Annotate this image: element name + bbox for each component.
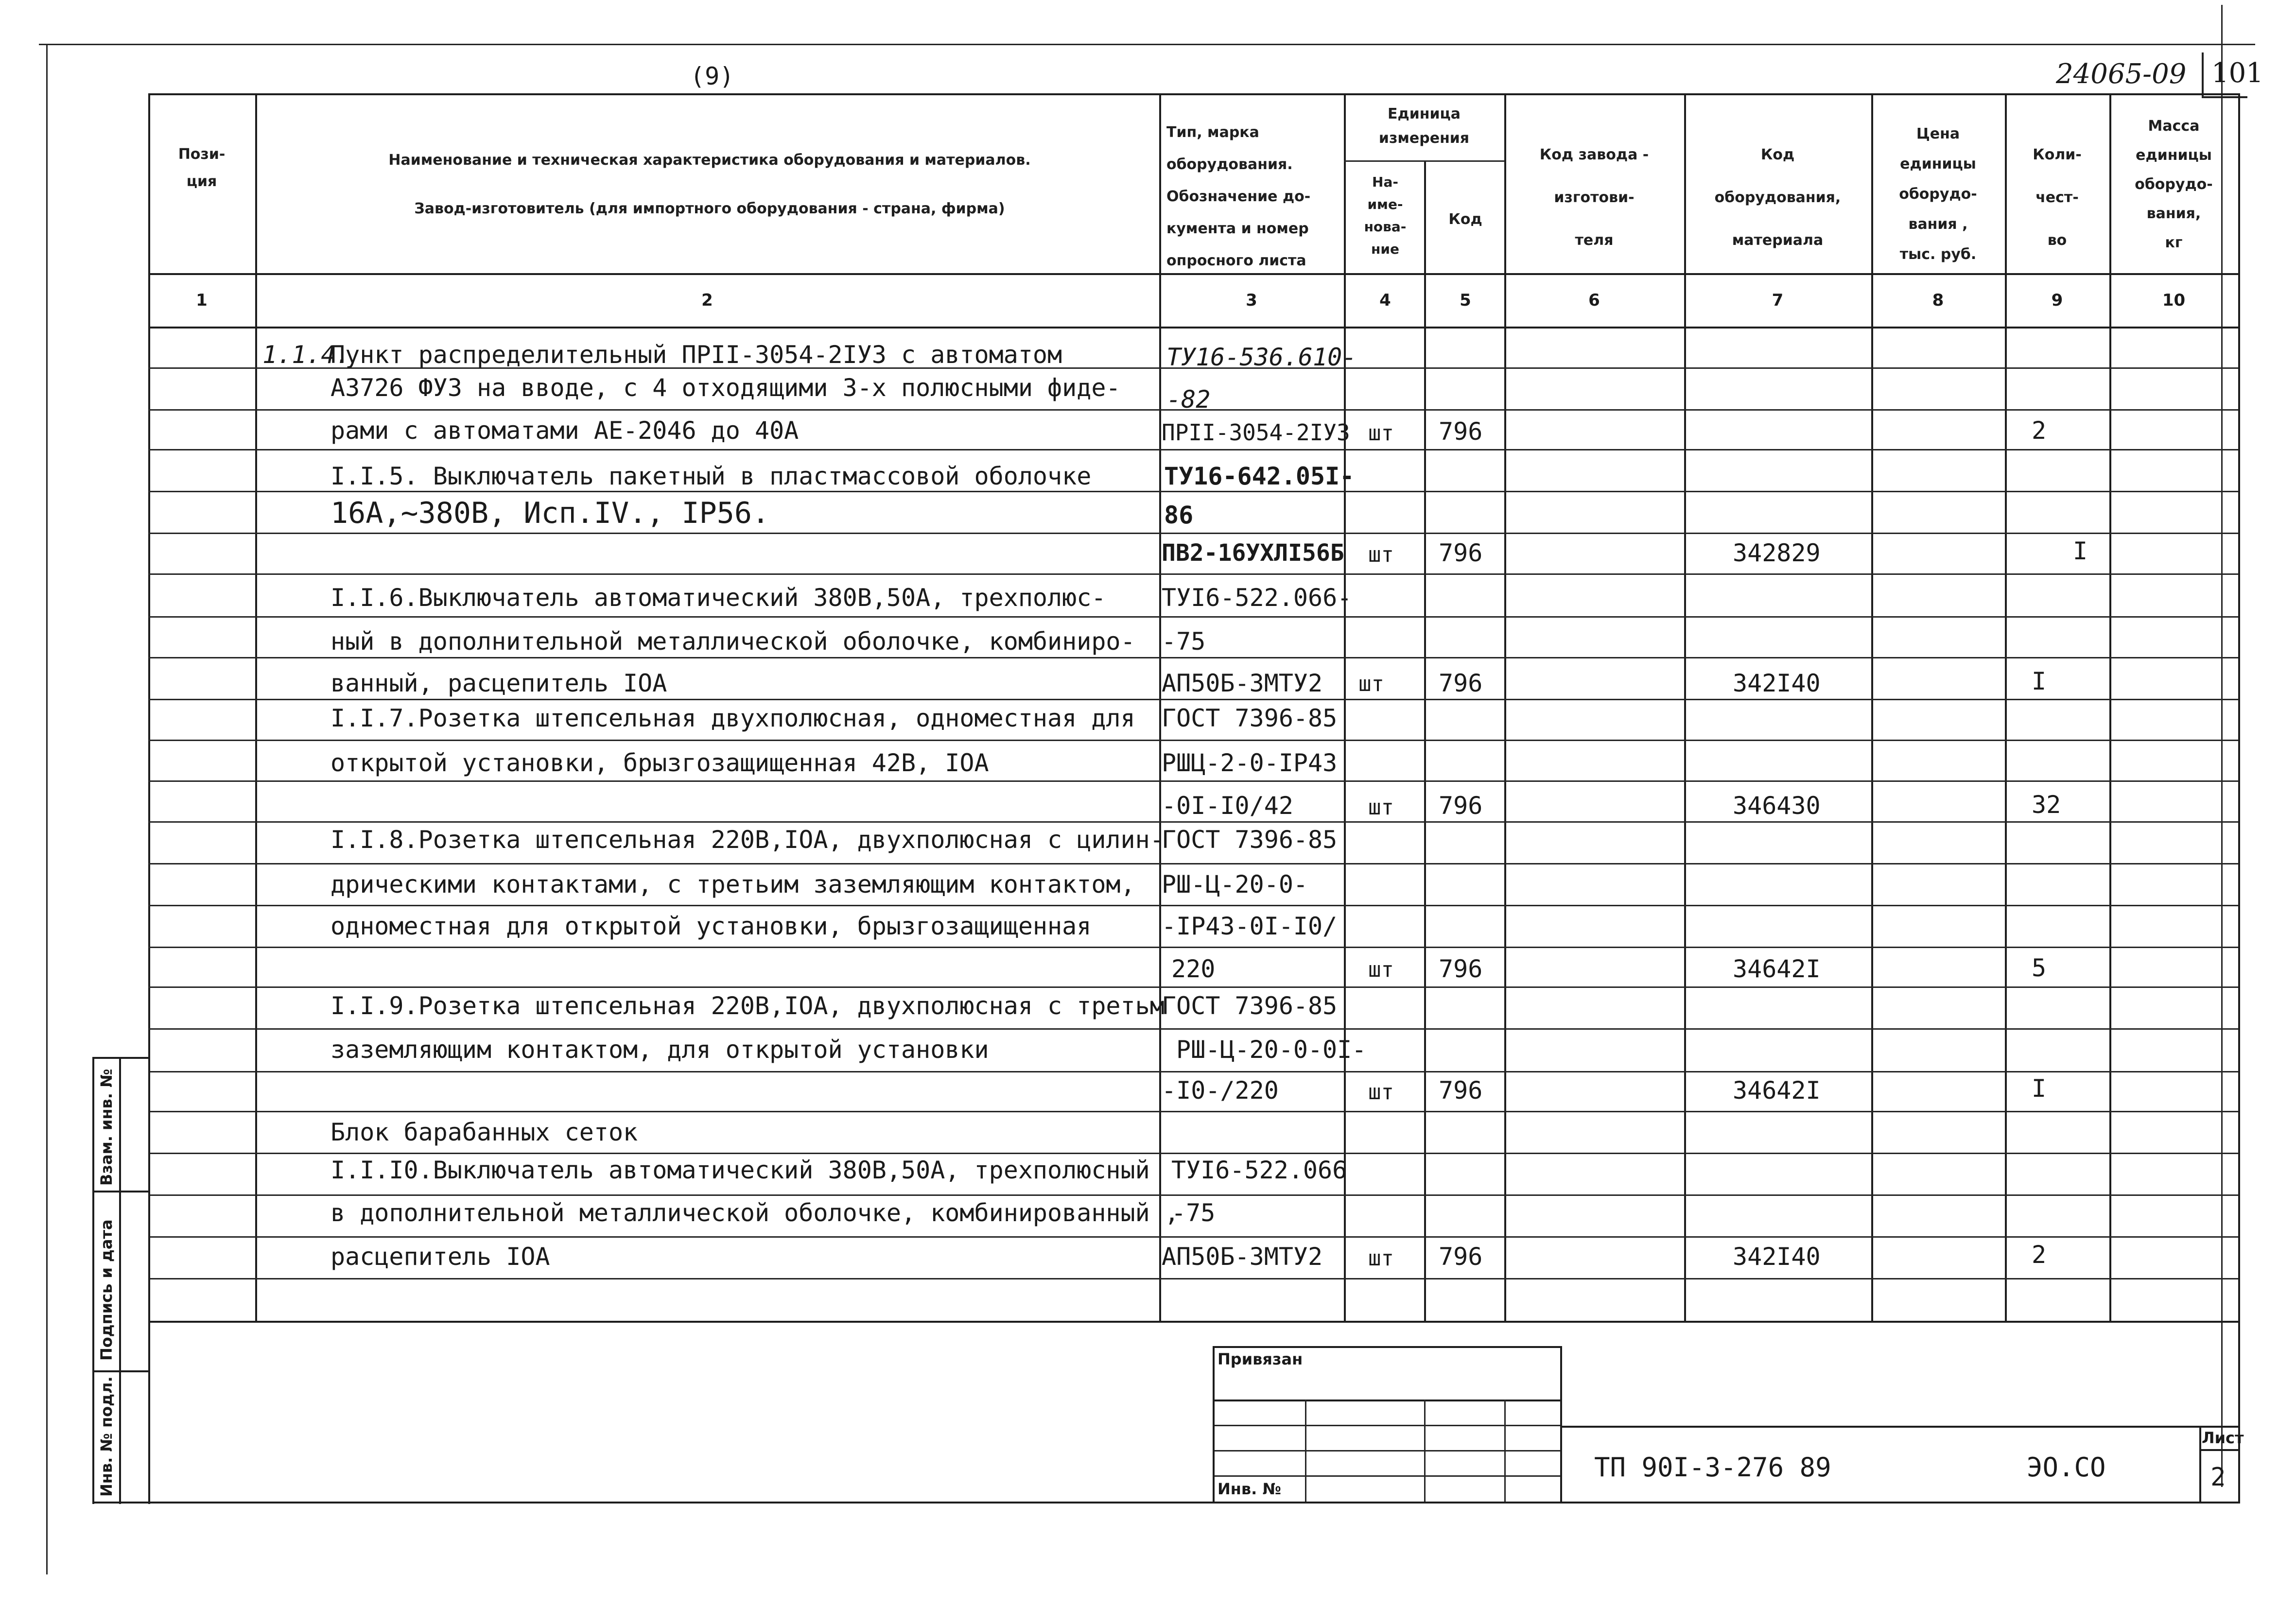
- colnum-10: 10: [2162, 291, 2186, 310]
- colnum-6: 6: [1588, 291, 1600, 310]
- colnum-3: 3: [1246, 291, 1257, 310]
- row-type: -IP43-0I-I0/: [1162, 912, 1338, 940]
- header-price: Цена единицы оборудо- вания , тыс. руб.: [1899, 125, 1977, 263]
- header-equipment-code: Код оборудования, материала: [1714, 146, 1841, 249]
- row-position: 1.1.4.: [262, 341, 350, 369]
- row-type: ПРII-3054-2IУ3: [1162, 419, 1350, 446]
- header-unit-name: На- име- нова- ние: [1364, 174, 1407, 257]
- header-position: Пози- ция: [178, 146, 226, 190]
- row-type: ТУI6-522.066-: [1162, 584, 1352, 612]
- row-type: ТУ16-642.05I-: [1164, 462, 1355, 490]
- row-name: в дополнительной металлической оболочке, комбинированный ,: [330, 1199, 1179, 1227]
- row-equipment-code: 34642I: [1733, 955, 1821, 983]
- row-equipment-code: 342I40: [1733, 1243, 1821, 1271]
- row-unit-code: 796: [1439, 669, 1483, 697]
- handwritten-doc-number: 24065-09: [2056, 58, 2187, 90]
- row-name: I.I.9.Розетка штепсельная 220В,IOA, двухполюсная с третьм: [330, 992, 1165, 1020]
- header-quantity: Коли- чест- во: [2033, 146, 2082, 249]
- page-corner-number: 101: [2211, 57, 2263, 89]
- row-unit-code: 796: [1439, 417, 1483, 446]
- colnum-9: 9: [2051, 291, 2063, 310]
- row-type: ТУI6-522.066: [1171, 1156, 1347, 1184]
- header-type: Тип, марка оборудования. Обозначение до- кумента и номер опросного листа: [1166, 124, 1311, 269]
- row-equipment-code: 34642I: [1733, 1076, 1821, 1105]
- row-type: РШЦ-2-0-IP43: [1162, 749, 1338, 777]
- row-unit-code: 796: [1439, 955, 1483, 983]
- row-type: -0I-I0/42: [1162, 792, 1293, 820]
- colnum-8: 8: [1932, 291, 1944, 310]
- row-unit: шт: [1368, 1080, 1394, 1105]
- colnum-2: 2: [701, 291, 713, 310]
- row-name: ный в дополнительной металлической оболочке, комбиниро-: [330, 627, 1135, 656]
- row-type: ГОСТ 7396-85: [1162, 826, 1338, 854]
- row-quantity: 32: [2032, 791, 2061, 819]
- header-unit-group: Единица измерения: [1378, 105, 1470, 147]
- side-label-inv-original: Инв. № подл.: [97, 1376, 116, 1497]
- row-name: Пункт распределительный ПРII-3054-2IУ3 с автоматом: [330, 341, 1062, 369]
- row-type: АП50Б-3МТУ2: [1162, 669, 1323, 697]
- row-type: ГОСТ 7396-85: [1162, 992, 1338, 1020]
- stamp-doc-number: ТП 90I-3-276 89: [1594, 1452, 1831, 1483]
- row-unit-code: 796: [1439, 539, 1483, 567]
- stamp-sheet-number: 2: [2210, 1463, 2226, 1492]
- row-name: дрическими контактами, с третьим заземляющим контактом,: [330, 870, 1135, 899]
- row-equipment-code: 346430: [1733, 792, 1821, 820]
- row-unit: шт: [1368, 542, 1394, 567]
- colnum-7: 7: [1772, 291, 1784, 310]
- sheet-marker: (9): [690, 62, 734, 90]
- colnum-1: 1: [196, 291, 208, 310]
- row-name: 16А,~380В, Исп.IV., IP56.: [330, 496, 770, 530]
- stamp-section: ЭО.СО: [2027, 1452, 2106, 1483]
- row-unit-code: 796: [1439, 1076, 1483, 1105]
- row-type: -75: [1162, 627, 1206, 656]
- side-label-replacement-inv: Взам. инв. №: [97, 1069, 116, 1186]
- row-name: одноместная для открытой установки, брызгозащищенная: [330, 912, 1092, 940]
- colnum-5: 5: [1460, 291, 1471, 310]
- colnum-4: 4: [1379, 291, 1391, 310]
- row-name: заземляющим контактом, для открытой установки: [330, 1036, 989, 1064]
- row-equipment-code: 342829: [1733, 539, 1821, 567]
- row-type: РШ-Ц-20-0-: [1162, 870, 1308, 899]
- row-name: I.I.6.Выключатель автоматический 380В,50А, трехполюс-: [330, 584, 1106, 612]
- row-type: ГОСТ 7396-85: [1162, 704, 1338, 732]
- row-type: 86: [1164, 501, 1194, 529]
- row-quantity: 2: [2032, 1241, 2047, 1269]
- row-unit: шт: [1368, 421, 1394, 446]
- row-quantity: I: [2032, 1074, 2047, 1103]
- row-quantity: 5: [2032, 954, 2047, 982]
- row-unit: шт: [1368, 957, 1394, 982]
- row-equipment-code: 342I40: [1733, 669, 1821, 697]
- row-type: -75: [1171, 1199, 1216, 1227]
- header-unit-code: Код: [1448, 211, 1482, 228]
- frame-top-line: [39, 44, 2255, 45]
- row-quantity: I: [2073, 537, 2088, 565]
- row-name: открытой установки, брызгозащищенная 42В, IOA: [330, 749, 989, 777]
- row-type: АП50Б-3МТУ2: [1162, 1243, 1323, 1271]
- row-unit: шт: [1368, 795, 1394, 820]
- header-mass: Масса единицы оборудо- вания, кг: [2135, 118, 2213, 251]
- stamp-sheet-label: Лист: [2202, 1429, 2244, 1447]
- row-name: I.I.5. Выключатель пакетный в пластмассовой оболочке: [330, 462, 1092, 490]
- row-type: -I0-/220: [1162, 1076, 1279, 1105]
- frame-left-line: [46, 44, 48, 1574]
- stamp-bound-label: Привязан: [1218, 1350, 1303, 1368]
- row-name: I.I.7.Розетка штепсельная двухполюсная, одноместная для: [330, 704, 1135, 732]
- row-type: РШ-Ц-20-0-0I-: [1176, 1036, 1367, 1064]
- row-type: ПВ2-16УХЛI56Б: [1162, 539, 1344, 567]
- row-unit-code: 796: [1439, 1243, 1483, 1271]
- row-type: 220: [1171, 955, 1216, 983]
- row-type: ТУ16-536.610-: [1166, 343, 1357, 371]
- row-unit: шт: [1358, 672, 1384, 696]
- row-unit: шт: [1368, 1246, 1394, 1271]
- row-name: рами с автоматами АЕ-2046 до 40А: [330, 416, 799, 445]
- row-name: I.I.8.Розетка штепсельная 220В,IOA, двухполюсная с цилин-: [330, 826, 1165, 854]
- row-name: расцепитель IOA: [330, 1243, 550, 1271]
- side-label-signature-date: Подпись и дата: [97, 1219, 116, 1361]
- header-name: Наименование и техническая характеристика оборудования и материалов. Завод-изготовитель (для импортного оборудования - страна, фирма): [388, 152, 1031, 217]
- row-name: Блок барабанных сеток: [330, 1118, 638, 1146]
- row-quantity: 2: [2032, 416, 2047, 445]
- row-unit-code: 796: [1439, 792, 1483, 820]
- row-name: ванный, расцепитель IOA: [330, 669, 667, 697]
- stamp-inv-label: Инв. №: [1218, 1480, 1281, 1498]
- header-manufacturer-code: Код завода - изготови- теля: [1539, 146, 1649, 249]
- row-name: А3726 ФУ3 на вводе, с 4 отходящими 3-х полюсными фиде-: [330, 374, 1121, 402]
- row-type: -82: [1166, 385, 1211, 414]
- row-name: I.I.I0.Выключатель автоматический 380В,50А, трехполюсный: [330, 1156, 1150, 1184]
- row-quantity: I: [2032, 667, 2047, 695]
